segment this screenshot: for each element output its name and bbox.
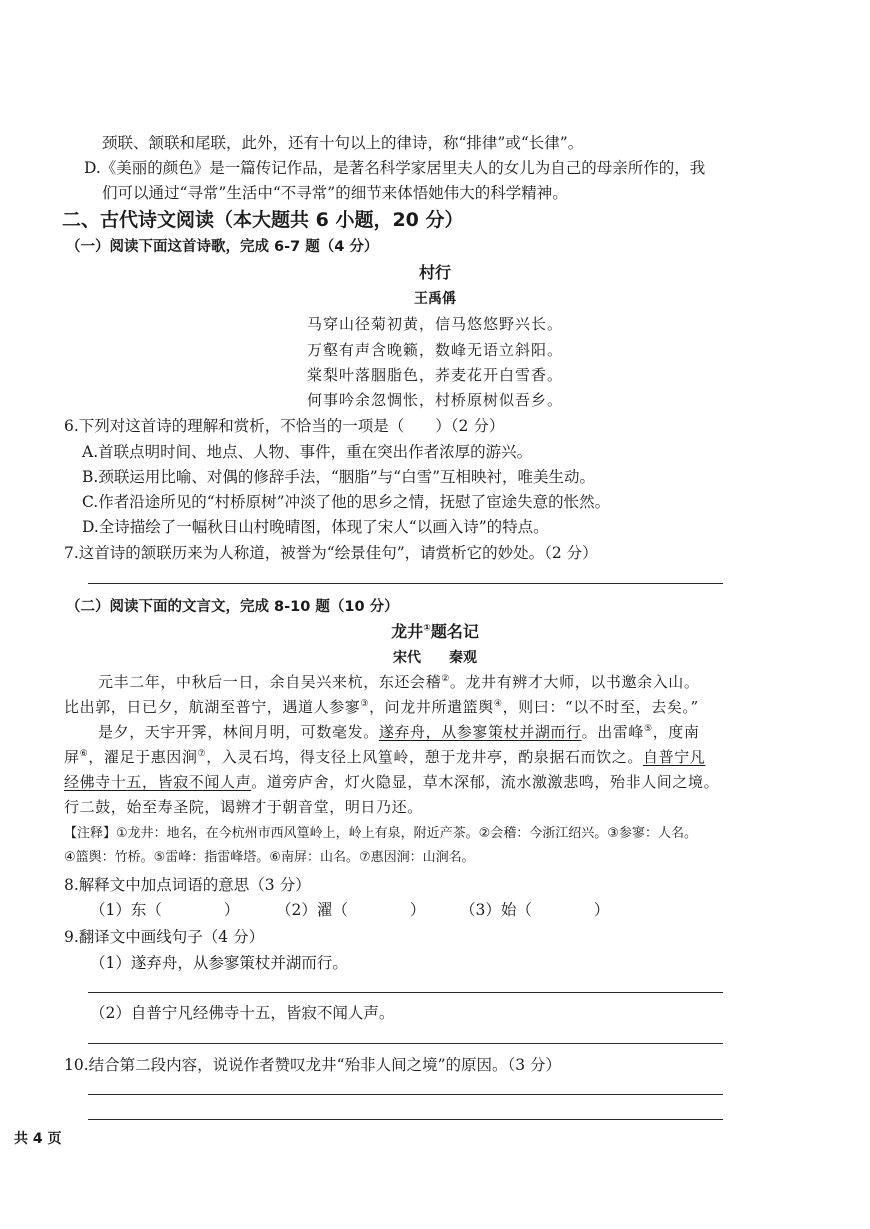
continued-line: 颈联、颔联和尾联，此外，还有十句以上的律诗，称“排律”或“长律”。 <box>102 134 584 152</box>
poem-line: 马穿山径菊初黄，信马悠悠野兴长。 <box>306 315 563 333</box>
question-9: 9.翻译文中画线句子（4 分） <box>64 928 265 946</box>
q9-1-answer-line[interactable] <box>88 992 723 993</box>
q6-option-b: B.颈联运用比喻、对偶的修辞手法，“胭脂”与“白雪”互相映衬，唯美生动。 <box>82 468 596 486</box>
q10-answer-line-1[interactable] <box>88 1094 723 1095</box>
section-heading: 二、古代诗文阅读（本大题共 6 小题，20 分） <box>62 209 464 231</box>
page-count: 共 4 页 <box>14 1131 62 1147</box>
prose-line: 元丰二年，中秋后一日，余自吴兴来杭，东还会稽②。龙井有辨才大师，以书邀余入山。 <box>98 673 700 691</box>
q6-option-d: D.全诗描绘了一幅秋日山村晚晴图，体现了宋人“以画入诗”的特点。 <box>82 518 549 536</box>
q9-item-2: （2）自普宁凡经佛寺十五，皆寂不闻人声。 <box>90 1004 395 1022</box>
question-10: 10.结合第二段内容，说说作者赞叹龙井“殆非人间之境”的原因。（3 分） <box>64 1056 562 1074</box>
dotted-word: 始 <box>126 798 143 816</box>
poem-line: 何事吟余忽惆怅，村桥原树似吾乡。 <box>306 391 563 409</box>
q9-item-1: （1）遂弃舟，从参寥策杖并湖而行。 <box>90 954 348 972</box>
poem-title: 村行 <box>418 263 451 282</box>
option-d-line1: D.《美丽的颜色》是一篇传记作品，是著名科学家居里夫人的女儿为自己的母亲所作的，我 <box>84 159 706 177</box>
q6-option-c: C.作者沿途所见的“村桥原树”冲淡了他的思乡之情，抚慰了宦途失意的怅然。 <box>82 493 611 511</box>
prose-title: 龙井①题名记 <box>391 622 479 641</box>
question-6: 6.下列对这首诗的理解和赏析，不恰当的一项是（ ）（2 分） <box>64 417 505 435</box>
underlined-sentence: 自普宁凡 <box>643 748 706 766</box>
q6-option-a: A.首联点明时间、地点、人物、事件，重在突出作者浓厚的游兴。 <box>82 443 533 461</box>
prose-line: 比出郭，日已夕，航湖至普宁，遇道人参寥③，问龙井所遣篮舆④，则曰：“以不时至，去矣。” <box>64 698 699 716</box>
prose-byline: 宋代 秦观 <box>393 650 477 666</box>
dotted-word: 濯 <box>103 748 120 766</box>
prose-line: 屏⑥，濯足于惠因涧⑦，入灵石坞，得支径上风篁岭，憩于龙井亭，酌泉据石而饮之。自普宁凡 <box>64 748 706 766</box>
dotted-word: 东 <box>378 673 395 691</box>
q7-answer-line[interactable] <box>88 583 723 584</box>
poem-line: 万壑有声含晚籁，数峰无语立斜阳。 <box>306 341 563 359</box>
option-d-line2: 们可以通过“寻常”生活中“不寻常”的细节来体悟她伟大的科学精神。 <box>102 184 568 202</box>
part1-heading: （一）阅读下面这首诗歌，完成 6-7 题（4 分） <box>66 239 379 255</box>
question-7: 7.这首诗的颔联历来为人称道，被誉为“绘景佳句”，请赏析它的妙处。（2 分） <box>64 544 598 562</box>
underlined-sentence: 遂弃舟，从参寥策杖并湖而行 <box>378 723 582 741</box>
q9-2-answer-line[interactable] <box>88 1043 723 1044</box>
q8-item-2[interactable]: （2）濯（ ） <box>276 901 426 919</box>
prose-line: 行二鼓，始至寿圣院，谒辨才于朝音堂，明日乃还。 <box>64 798 423 816</box>
poem-line: 棠梨叶落胭脂色，荞麦花开白雪香。 <box>306 366 563 384</box>
q8-item-3[interactable]: （3）始（ ） <box>460 901 610 919</box>
poem-author: 王禹偁 <box>414 291 456 307</box>
q10-answer-line-2[interactable] <box>88 1119 723 1120</box>
prose-line: 是夕，天宇开霁，林间月明，可数毫发。遂弃舟，从参寥策杖并湖而行。出雷峰⑤，度南 <box>98 723 700 741</box>
prose-line: 经佛寺十五，皆寂不闻人声。道旁庐舍，灯火隐显，草木深郁，流水激激悲鸣，殆非人间之境。 <box>64 773 720 791</box>
q8-item-1[interactable]: （1）东（ ） <box>90 901 240 919</box>
underlined-sentence: 经佛寺十五，皆寂不闻人声 <box>64 773 252 791</box>
notes-line: ④篮舆：竹桥。⑤雷峰：指雷峰塔。⑥南屏：山名。⑦惠因涧：山涧名。 <box>64 850 475 865</box>
notes-line: 【注释】①龙井：地名，在今杭州市西风篁岭上，岭上有泉，附近产茶。②会稽：今浙江绍兴。③参寥：人名。 <box>64 826 697 841</box>
question-8: 8.解释文中加点词语的意思（3 分） <box>64 876 311 894</box>
part2-heading: （二）阅读下面的文言文，完成 8-10 题（10 分） <box>66 599 399 615</box>
